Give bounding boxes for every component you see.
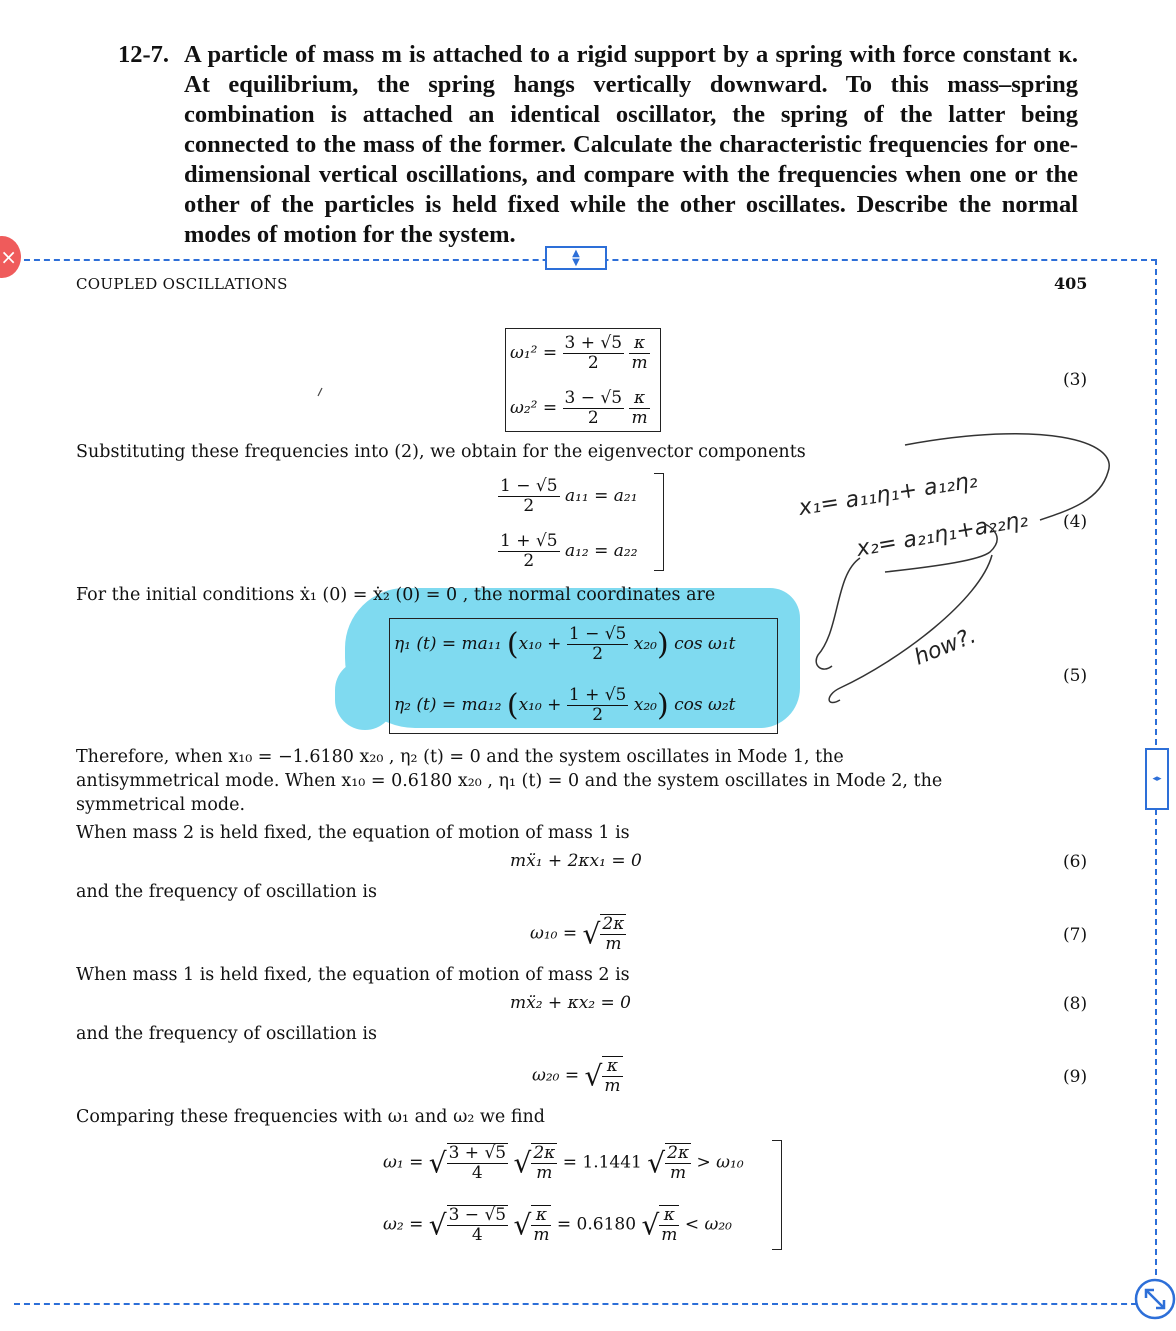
handwritten-question: how?.: [910, 623, 980, 671]
eq4-number: (4): [1063, 512, 1088, 532]
eq4-line2: $\frac{1 + √5}{2}$ a₁₂ = a₂₂: [500, 531, 638, 571]
eq9: ω₂₀ = √ $\frac{\kappa}{m}$: [532, 1056, 621, 1096]
compare-bracket: [772, 1140, 782, 1250]
eq3-number: (3): [1063, 370, 1088, 390]
eq5-eta2: η₂ (t) = ma₁₂ (x₁₀ + $\frac{1 + √5}{2}$ x₂₀) cos ω₂t: [394, 685, 736, 725]
paragraph-therefore-2: antisymmetrical mode. When x₁₀ = 0.6180 x₂₀ , η₁ (t) = 0 and the system oscillates in Mode 2, the: [76, 771, 943, 791]
eq8-number: (8): [1063, 994, 1088, 1014]
handwritten-line-2: x₂= a₂₁η₁+a₂₂η₂: [854, 507, 1030, 562]
handwritten-line-1: x₁= a₁₁η₁+ a₁₂η₂: [797, 468, 980, 521]
resize-corner-button[interactable]: [1133, 1277, 1176, 1321]
eq9-number: (9): [1063, 1067, 1088, 1087]
paragraph-frequency-1: and the frequency of oscillation is: [76, 882, 377, 902]
problem-text: A particle of mass m is attached to a rigid support by a spring with force constant κ. At equilibrium, the spring hangs vertically downward. To this mass–spring combination is attached an identical oscillator, the spring of the latter being connected to the mass of the former. Calculate the characteristic frequencies for one-dimensional vertical oscillations, and compare with the frequencies when one or the other of the particles is held fixed while the other oscillates. Describe the normal modes of motion for the system.: [184, 41, 1078, 248]
eq3-omega1: ω₁² = $\frac{3 + √5}{2}$ $\frac{\kappa}{m}$: [510, 333, 648, 373]
eq4-bracket: [654, 473, 664, 571]
arrows-horizontal-icon: ◂▸: [1152, 774, 1162, 784]
paragraph-mass2-fixed: When mass 2 is held fixed, the equation of motion of mass 1 is: [76, 823, 630, 843]
problem-statement: [118, 40, 1078, 250]
arrow-up-icon: ▲: [572, 248, 580, 259]
eq7: ω₁₀ = √ $\frac{2\kappa}{m}$: [530, 914, 625, 954]
eq5-eta1: η₁ (t) = ma₁₁ (x₁₀ + $\frac{1 - √5}{2}$ x₂₀) cos ω₁t: [394, 624, 736, 664]
paragraph-therefore-3: symmetrical mode.: [76, 795, 246, 815]
eq4-line1: $\frac{1 - √5}{2}$ a₁₁ = a₂₁: [500, 476, 638, 516]
eq3-omega2: ω₂² = $\frac{3 - √5}{2}$ $\frac{\kappa}{m}$: [510, 388, 648, 428]
running-header: COUPLED OSCILLATIONS: [76, 275, 288, 293]
page-number: 405: [1054, 274, 1088, 293]
paragraph-substituting: Substituting these frequencies into (2), we obtain for the eigenvector components: [76, 442, 806, 462]
eq8: mẍ₂ + κx₂ = 0: [510, 993, 631, 1013]
resize-icon: [1133, 1277, 1176, 1321]
paragraph-initial-conditions: For the initial conditions ẋ₁ (0) = ẋ₂ (0) = 0 , the normal coordinates are: [76, 585, 716, 605]
eq-compare-omega2: ω₂ = √ $\frac{3 - √5}{4}$ √ $\frac{\kappa}{m}$ = 0.6180 √ $\frac{\kappa}{m}$ < ω₂₀: [383, 1205, 732, 1245]
eq6: mẍ₁ + 2κx₁ = 0: [510, 851, 642, 871]
arrow-down-icon: ▼: [572, 257, 580, 268]
paragraph-comparing: Comparing these frequencies with ω₁ and ω₂ we find: [76, 1107, 545, 1127]
eq-compare-omega1: ω₁ = √ $\frac{3 + √5}{4}$ √ $\frac{2\kappa}{m}$ = 1.1441 √ $\frac{2\kappa}{m}$ > ω₁₀: [383, 1143, 744, 1183]
paragraph-mass1-fixed: When mass 1 is held fixed, the equation of motion of mass 2 is: [76, 965, 630, 985]
eq6-number: (6): [1063, 852, 1088, 872]
crop-top-handle[interactable]: [545, 246, 607, 270]
eq7-number: (7): [1063, 925, 1088, 945]
crop-right-handle[interactable]: [1145, 748, 1169, 810]
close-icon: ×: [0, 245, 17, 269]
paragraph-frequency-2: and the frequency of oscillation is: [76, 1024, 377, 1044]
problem-number: 12-7.: [118, 41, 170, 68]
paragraph-therefore-1: Therefore, when x₁₀ = −1.6180 x₂₀ , η₂ (t) = 0 and the system oscillates in Mode 1, the: [76, 747, 844, 767]
eq5-number: (5): [1063, 666, 1088, 686]
